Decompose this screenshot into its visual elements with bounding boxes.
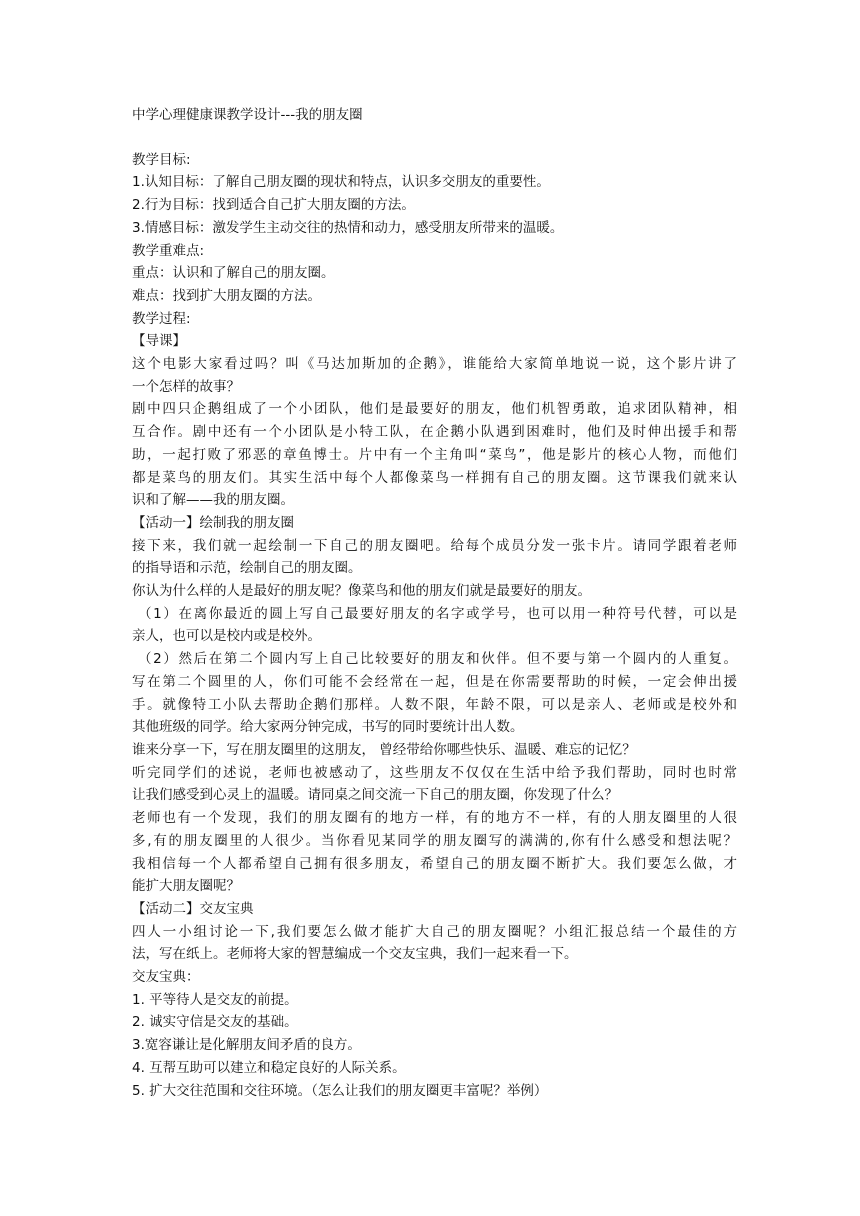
paragraph-line: 让我们感受到心灵上的温暖。请同桌之间交流一下自己的朋友圈，你发现了什么？ <box>132 787 618 804</box>
paragraph-line: 老师也有一个发现，我们的朋友圈有的地方一样，有的地方不一样，有的人朋友圈里的人很 <box>132 810 737 827</box>
paragraph-line: 难点：找到扩大朋友圈的方法。 <box>132 287 321 304</box>
section-heading-activity-1: 【活动一】绘制我的朋友圈 <box>132 514 294 531</box>
list-item: 1. 平等待人是交友的前提。 <box>132 991 298 1008</box>
paragraph-line: 亲人，也可以是校内或是校外。 <box>132 628 321 645</box>
paragraph-line: 互合作。剧中还有一个小团队是小特工队，在企鹅小队遇到困难时，他们及时伸出援手和帮 <box>132 424 737 441</box>
heading-objectives: 教学目标: <box>132 151 191 168</box>
paragraph-line: 这个电影大家看过吗？叫《马达加斯加的企鹅》，谁能给大家简单地说一说，这个影片讲了 <box>132 356 737 373</box>
paragraph-line: 都是菜鸟的朋友们。其实生活中每个人都像菜鸟一样拥有自己的朋友圈。这节课我们就来认 <box>132 469 737 486</box>
paragraph-line: 助，一起打败了邪恶的章鱼博士。片中有一个主角叫“菜鸟”，他是影片的核心人物，而他们 <box>132 446 737 463</box>
list-item: 5. 扩大交往范围和交往环境。（怎么让我们的朋友圈更丰富呢？举例） <box>132 1082 548 1099</box>
paragraph-line: 写在第二个圆里的人，你们可能不会经常在一起，但是在你需要帮助的时候，一定会伸出援 <box>132 673 737 690</box>
paragraph-line: 交友宝典： <box>132 969 200 986</box>
paragraph-line: 谁来分享一下，写在朋友圈里的这朋友， 曾经带给你哪些快乐、温暖、难忘的记忆？ <box>132 741 636 758</box>
section-heading-activity-2: 【活动二】交友宝典 <box>132 900 254 917</box>
paragraph-line: 一个怎样的故事？ <box>132 378 240 395</box>
paragraph-line: 其他班级的同学。给大家两分钟完成，书写的同时要统计出人数。 <box>132 719 524 736</box>
paragraph-line: 2.行为目标：找到适合自己扩大朋友圈的方法。 <box>132 197 415 214</box>
list-item: 4. 互帮互助可以建立和稳定良好的人际关系。 <box>132 1059 406 1076</box>
paragraph-line: 听完同学们的述说，老师也被感动了，这些朋友不仅仅在生活中给予我们帮助，同时也时常 <box>132 764 737 781</box>
paragraph-line: 1.认知目标：了解自己朋友圈的现状和特点，认识多交朋友的重要性。 <box>132 174 550 191</box>
paragraph-line: 四人一小组讨论一下,我们要怎么做才能扩大自己的朋友圈呢？小组汇报总结一个最佳的方 <box>132 923 737 940</box>
paragraph-line: 剧中四只企鹅组成了一个小团队，他们是最要好的朋友，他们机智勇敢，追求团队精神，相 <box>132 401 737 418</box>
paragraph-line: 手。就像特工小队去帮助企鹅们那样。人数不限，年龄不限，可以是亲人、老师或是校外和 <box>132 696 737 713</box>
paragraph-line: 我相信每一个人都希望自己拥有很多朋友，希望自己的朋友圈不断扩大。我们要怎么做，才 <box>132 855 737 872</box>
list-item: 3.宽容谦让是化解朋友间矛盾的良方。 <box>132 1037 361 1054</box>
section-heading-intro: 【导课】 <box>132 333 186 350</box>
paragraph-line: 多,有的朋友圈里的人很少。当你看见某同学的朋友圈写的满满的,你有什么感受和想法呢？ <box>132 832 737 849</box>
paragraph-line: 能扩大朋友圈呢？ <box>132 878 240 895</box>
paragraph-line: 3.情感目标：激发学生主动交往的热情和动力，感受朋友所带来的温暖。 <box>132 219 564 236</box>
paragraph-line: （2）然后在第二个圆内写上自己比较要好的朋友和伙伴。但不要与第一个圆内的人重复。 <box>138 651 737 668</box>
paragraph-line: 重点：认识和了解自己的朋友圈。 <box>132 265 335 282</box>
paragraph-line: 的指导语和示范，绘制自己的朋友圈。 <box>132 560 362 577</box>
paragraph-line: 法，写在纸上。老师将大家的智慧编成一个交友宝典，我们一起来看一下。 <box>132 946 578 963</box>
paragraph-line: 识和了解——我的朋友圈。 <box>132 492 294 509</box>
list-item: 2. 诚实守信是交友的基础。 <box>132 1014 298 1031</box>
document-title: 中学心理健康课教学设计---我的朋友圈 <box>132 107 363 123</box>
document-body <box>132 149 737 1103</box>
document-page <box>132 104 737 1102</box>
paragraph-line: （1）在离你最近的圆上写自己最要好朋友的名字或学号，也可以用一种符号代替，可以是 <box>138 605 737 622</box>
heading-process: 教学过程: <box>132 310 191 327</box>
paragraph-line: 接下来，我们就一起绘制一下自己的朋友圈吧。给每个成员分发一张卡片。请同学跟着老师 <box>132 537 737 554</box>
paragraph-line: 你认为什么样的人是最好的朋友呢？像菜鸟和他的朋友们就是最要好的朋友。 <box>132 583 591 600</box>
heading-key-points: 教学重难点: <box>132 242 205 259</box>
